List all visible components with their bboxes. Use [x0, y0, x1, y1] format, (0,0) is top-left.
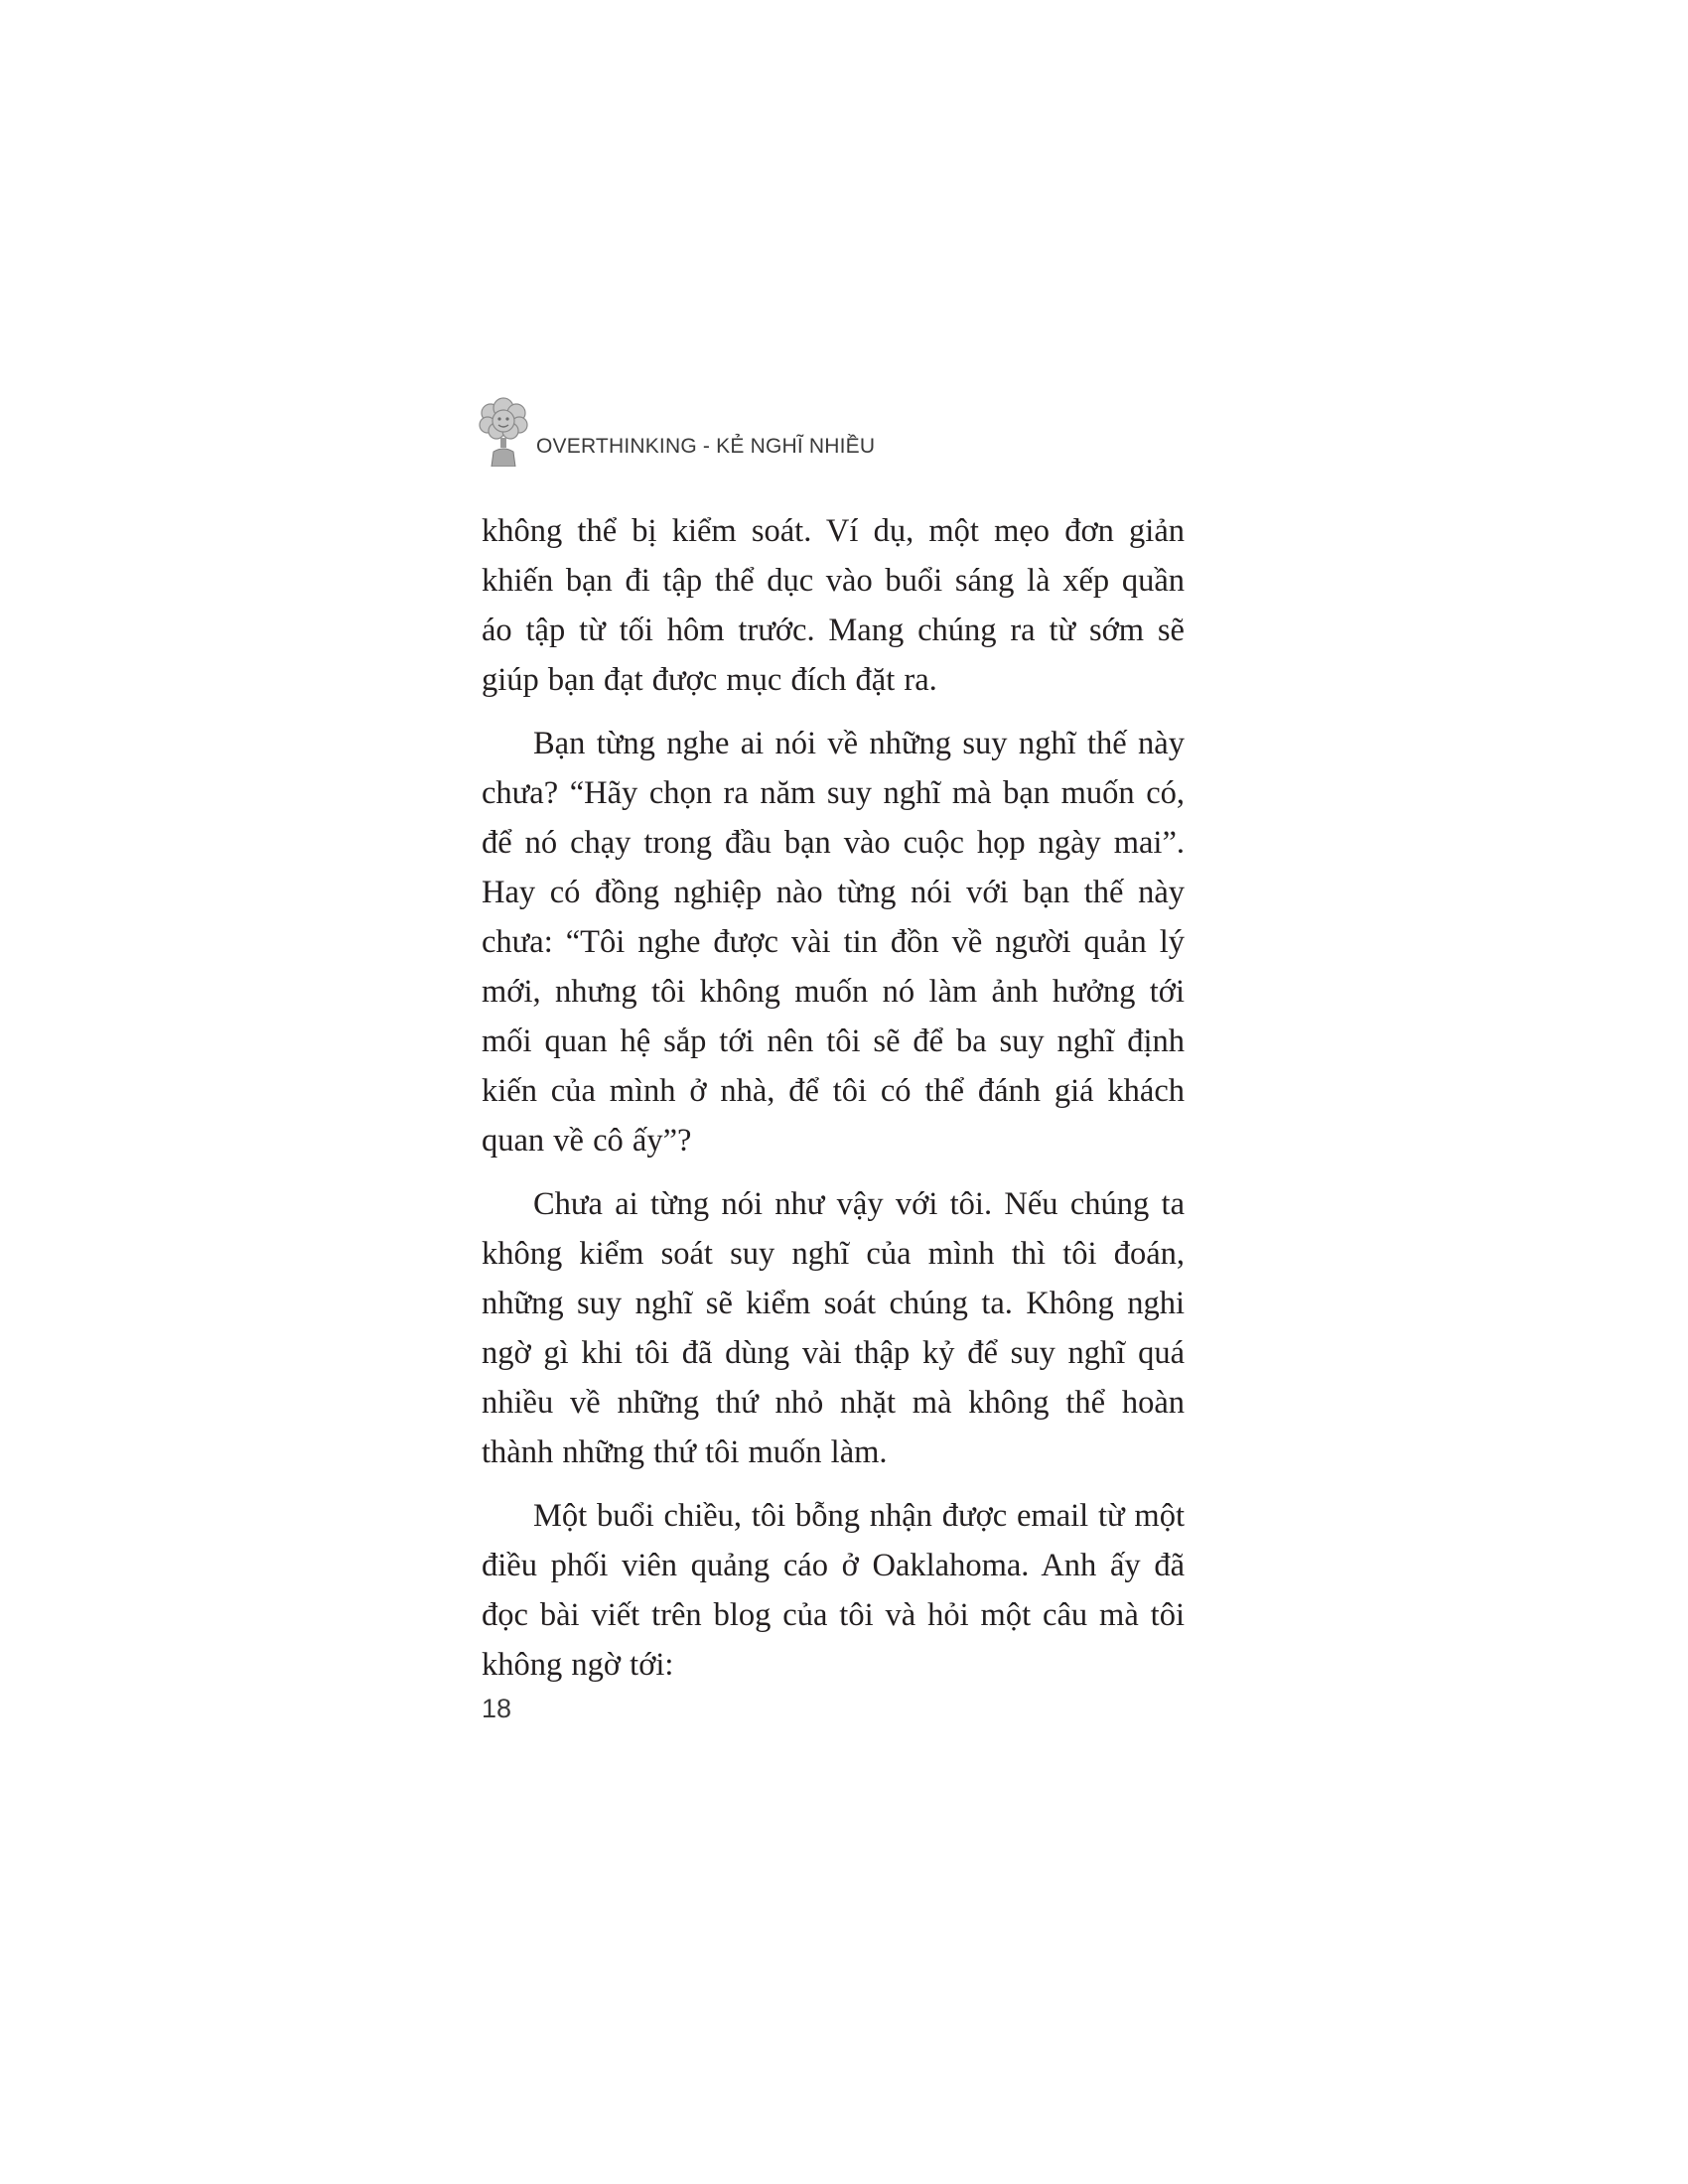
running-header — [477, 397, 1231, 467]
page-number: 18 — [482, 1694, 512, 1723]
paragraph-continuation: không thể bị kiểm soát. Ví dụ, một mẹo đơn giản khiến bạn đi tập thể dục vào buổi sáng là xếp quần áo tập từ tối hôm trước. Mang chúng ra từ sớm sẽ giúp bạn đạt được mục đích đặt ra. — [482, 513, 1185, 698]
paragraph: Chưa ai từng nói như vậy với tôi. Nếu chúng ta không kiểm soát suy nghĩ của mình thì tôi đoán, những suy nghĩ sẽ kiểm soát chúng ta. Không nghi ngờ gì khi tôi đã dùng vài thập kỷ để suy nghĩ quá nhiều về những thứ nhỏ nhặt mà không thể hoàn thành những thứ tôi muốn làm. — [482, 1186, 1185, 1470]
body-text — [482, 506, 1185, 1704]
paragraph: Bạn từng nghe ai nói về những suy nghĩ thế này chưa? “Hãy chọn ra năm suy nghĩ mà bạn muốn có, để nó chạy trong đầu bạn vào cuộc họp ngày mai”. Hay có đồng nghiệp nào từng nói với bạn thế này chưa: “Tôi nghe được vài tin đồn về người quản lý mới, nhưng tôi không muốn nó làm ảnh hưởng tới mối quan hệ sắp tới nên tôi sẽ để ba suy nghĩ định kiến của mình ở nhà, để tôi có thể đánh giá khách quan về cô ấy”? — [482, 726, 1185, 1159]
brain-figure-icon — [477, 397, 530, 467]
paragraph: Một buổi chiều, tôi bỗng nhận được email từ một điều phối viên quảng cáo ở Oaklahoma. Anh ấy đã đọc bài viết trên blog của tôi và hỏi một câu mà tôi không ngờ tới: — [482, 1498, 1185, 1683]
running-header-title: OVERTHINKING - KẺ NGHĨ NHIỀU — [536, 435, 876, 458]
